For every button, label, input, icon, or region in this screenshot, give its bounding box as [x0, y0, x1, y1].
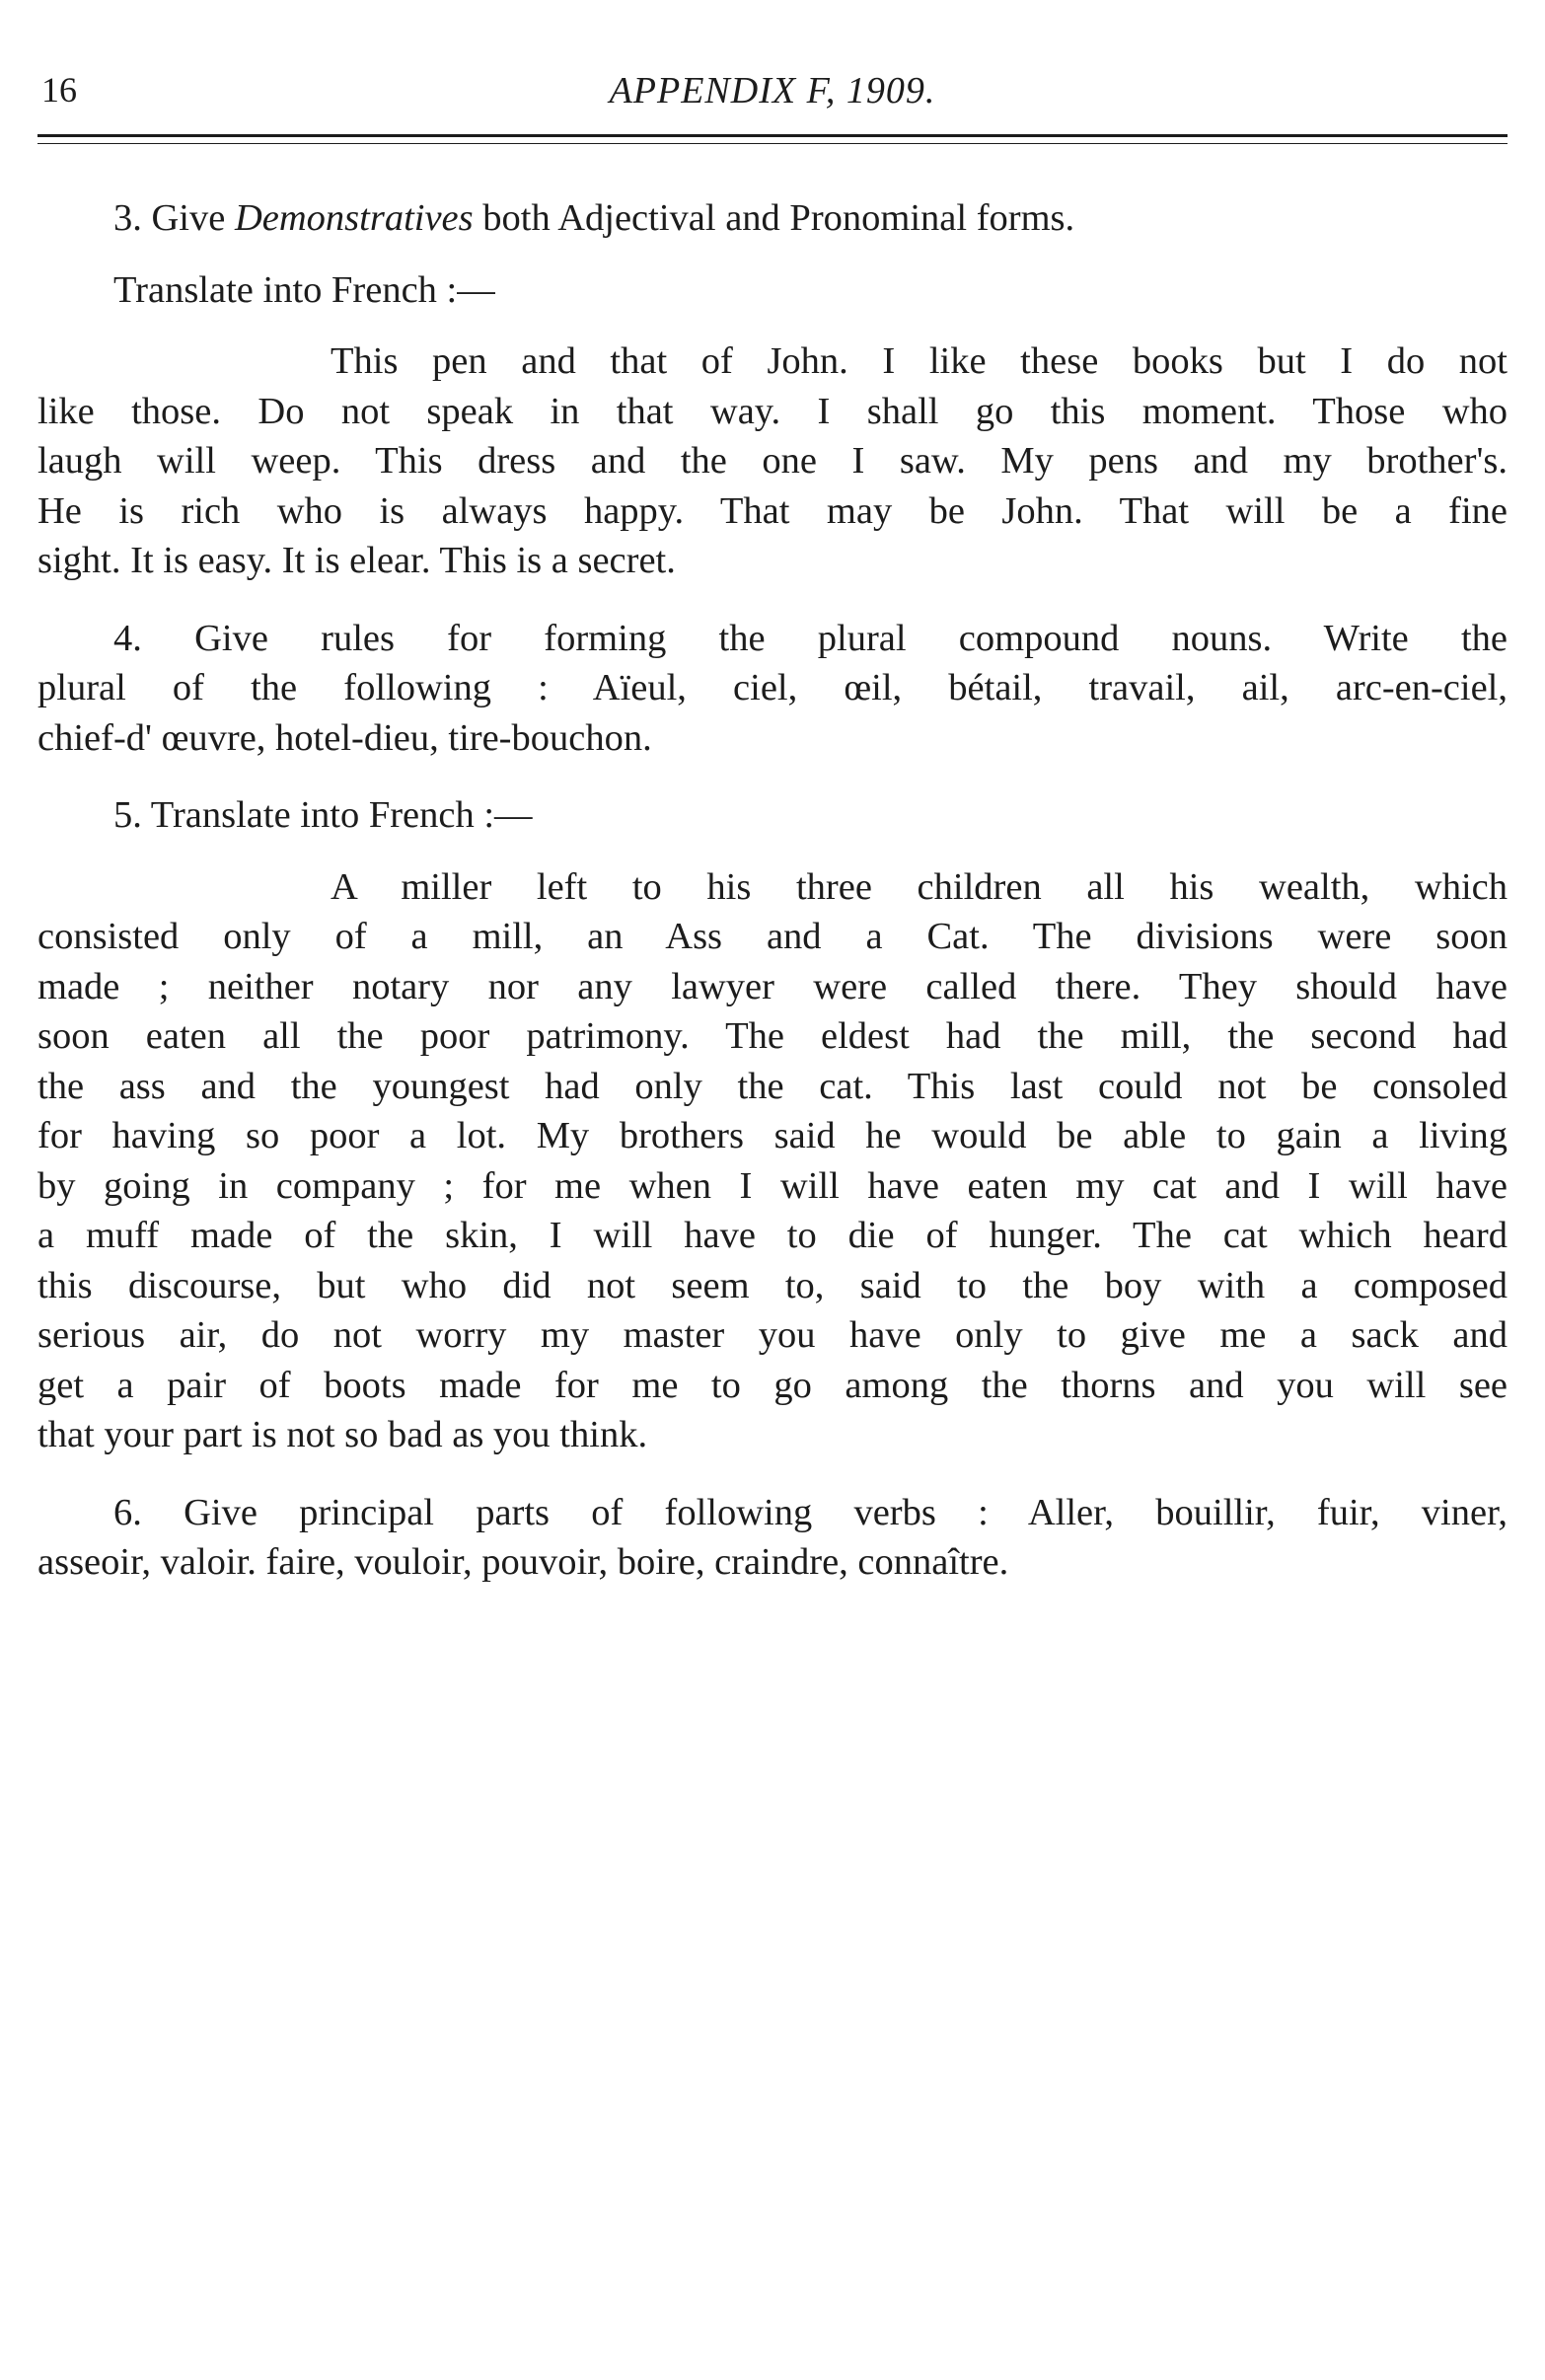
question-4-line: chief-d' œuvre, hotel-dieu, tire-bouchon.	[37, 716, 652, 759]
question-3-instruction: Translate into French :—	[113, 268, 495, 311]
question-6-line: asseoir, valoir. faire, vouloir, pouvoir, boire, craindre, connaître.	[37, 1541, 1009, 1583]
question-5-passage-line: soon eaten all the poor patrimony. The eldest had the mill, the second had	[37, 1015, 1508, 1057]
question-3-prompt-start: 3. Give	[113, 197, 235, 239]
question-5-passage-line: a muff made of the skin, I will have to die of hunger. The cat which heard	[37, 1215, 1508, 1256]
question-5-passage-line: this discourse, but who did not seem to, said to the boy with a composed	[37, 1264, 1508, 1306]
question-5-passage-line: that your part is not so bad as you think.	[37, 1414, 648, 1455]
question-3-prompt-emphasis: Demonstratives	[234, 197, 474, 239]
question-4-line: plural of the following : Aïeul, ciel, œil, bétail, travail, ail, arc-en-ciel,	[37, 667, 1508, 708]
question-5	[37, 790, 1508, 1460]
question-3	[37, 193, 1508, 586]
question-5-passage-line: A miller left to his three children all his wealth, which	[331, 865, 1508, 908]
question-5-passage-line: the ass and the youngest had only the cat. This last could not be consoled	[37, 1065, 1508, 1107]
page	[37, 0, 1508, 2380]
question-3-prompt	[37, 193, 1508, 244]
question-3-passage-line: This pen and that of John. I like these books but I do not	[331, 340, 1508, 382]
question-3-passage-line: laugh will weep. This dress and the one I saw. My pens and my brother's.	[37, 440, 1508, 482]
question-3-prompt-end: both Adjectival and Pronominal forms.	[473, 197, 1075, 239]
running-title: APPENDIX F, 1909.	[609, 70, 936, 112]
question-3-passage-line: like those. Do not speak in that way. I shall go this moment. Those who	[37, 390, 1508, 432]
question-5-passage-line: for having so poor a lot. My brothers said he would be able to gain a living	[37, 1115, 1508, 1156]
question-6-line: 6. Give principal parts of following verbs : Aller, bouillir, fuir, viner,	[113, 1491, 1508, 1533]
question-5-passage-line: get a pair of boots made for me to go among the thorns and you will see	[37, 1364, 1508, 1406]
question-5-passage-line: by going in company ; for me when I will have eaten my cat and I will have	[37, 1164, 1508, 1207]
question-5-passage-line: made ; neither notary nor any lawyer were called there. They should have	[37, 965, 1508, 1007]
page-header	[37, 61, 1508, 120]
exam-questions	[37, 193, 1508, 1588]
question-6	[37, 1488, 1508, 1588]
header-rule-thin	[37, 143, 1508, 144]
question-5-passage-line: serious air, do not worry my master you have only to give me a sack and	[37, 1314, 1508, 1356]
question-5-passage-line: consisted only of a mill, an Ass and a Cat. The divisions were soon	[37, 916, 1508, 957]
question-3-passage-line: He is rich who is always happy. That may be John. That will be a fine	[37, 489, 1508, 532]
question-4	[37, 614, 1508, 764]
question-5-prompt: 5. Translate into French :—	[113, 794, 533, 836]
question-4-line: 4. Give rules for forming the plural compound nouns. Write the	[113, 617, 1508, 659]
page-number: 16	[41, 70, 77, 110]
question-3-passage-line: sight. It is easy. It is elear. This is a secret.	[37, 540, 676, 581]
header-rule-thick	[37, 134, 1508, 137]
